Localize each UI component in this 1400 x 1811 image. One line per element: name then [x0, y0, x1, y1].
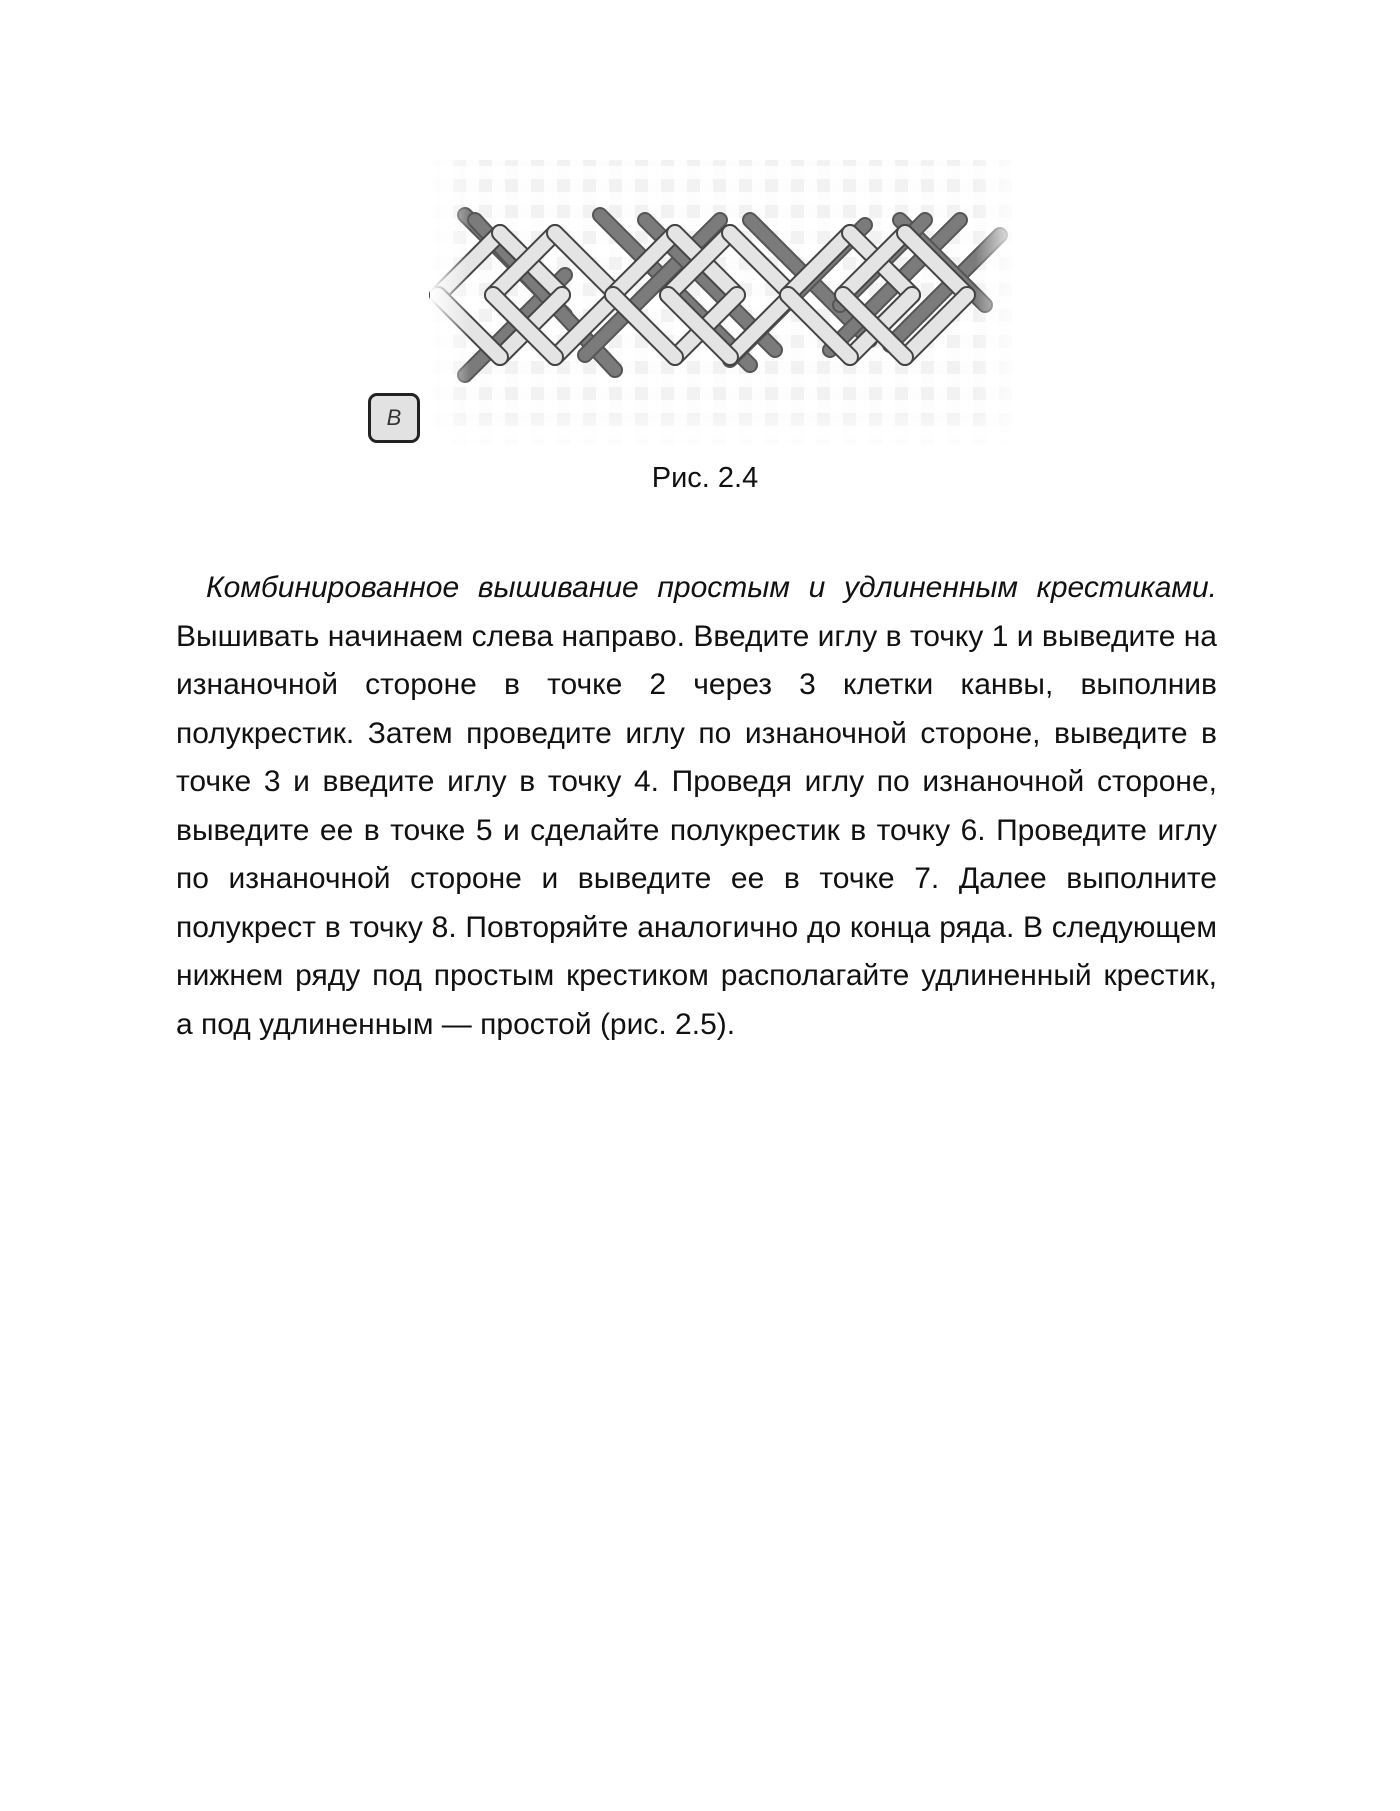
figure-label-badge	[368, 393, 420, 443]
canvas-thread-horizontal	[430, 374, 1020, 387]
figure-caption: Рис. 2.4	[651, 462, 759, 494]
canvas-thread-horizontal	[430, 166, 1020, 179]
stitch-diagram-svg	[420, 160, 1020, 450]
canvas-fade-left	[430, 160, 470, 450]
stitch-diagram	[420, 160, 1020, 450]
body-paragraph	[176, 564, 1217, 1049]
canvas-fade-bottom	[420, 410, 1020, 450]
canvas-thread-horizontal	[430, 192, 1020, 205]
paragraph-text: Вышивать начинаем слева направо. Введите иглу в точку 1 и выведите на изнаночной стороне в точке 2 через 3 клетки канвы, выполнив полукрестик. Затем проведите иглу по изнаночной стороне, выведите в точке 3 и введите иглу в точку 4. Проведя иглу по изнаночной стороне, выведите ее в точке 5 и сделайте полукрестик в точку 6. Проведите иглу по изнаночной стороне и выведите ее в точке 7. Далее выполните полукрест в точку 8. Повторяйте аналогично до конца ряда. В следующем нижнем ряду под простым крестиком располагайте удлиненный крестик, а под удлиненным — простой (рис. 2.5).	[176, 619, 1217, 1041]
figure-label: В	[386, 405, 402, 430]
paragraph-lead-italic: Комбинированное вышивание простым и удлиненным крестиками.	[206, 571, 1217, 604]
canvas-fade-right	[975, 160, 1020, 450]
